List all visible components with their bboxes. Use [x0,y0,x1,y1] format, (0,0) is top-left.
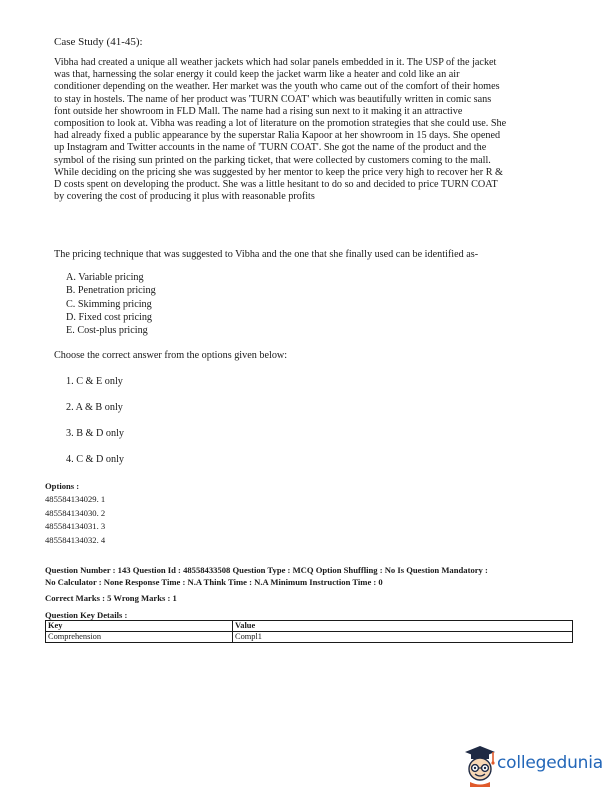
table-header-value: Value [233,621,573,632]
passage-line: While deciding on the pricing she was suggested by her mentor to keep the price very high to recover her R & [54,166,503,178]
option-id-item: 485584134029. 1 [45,494,106,505]
passage-line: up Instagram and Twitter accounts in the name of 'TURN COAT'. She got the name of the product and the [54,142,487,154]
passage-line: D costs spent on developing the product. She was a little hesitant to do so and decided to price TURN COAT [54,179,498,191]
answer-option-1: 1. C & E only [66,376,123,387]
graduate-mascot-icon [459,743,499,787]
passage-line: conditioner depending on the weather. Her market was the youth who came out of the comfort of their homes [54,81,500,93]
metadata-line: No Calculator : None Response Time : N.A Think Time : N.A Minimum Instruction Time : 0 [45,576,383,587]
option-id-item: 485584134030. 2 [45,507,106,518]
answer-option-2: 2. A & B only [66,402,123,413]
answer-option-list [66,376,124,480]
collegedunia-logo [459,743,609,787]
option-id-item: 485584134032. 4 [45,534,106,545]
table-row [46,632,573,643]
table-header-key: Key [46,621,233,632]
passage-line: composition to look at. Vibha was reading a lot of literature on the promotion strategies that she could use. She [54,118,507,130]
case-study-passage [54,57,554,203]
table-cell-key: Comprehension [46,632,233,643]
question-metadata [45,565,575,621]
question-key-table [45,620,573,643]
table-header-row [46,621,573,632]
statement-item: D. Fixed cost pricing [66,311,153,323]
passage-line: Vibha had created a unique all weather jackets which had solar panels embedded in it. The USP of the jacket [54,57,497,68]
passage-line: font outside her showroom in FLD Mall. The name had a rising sun next to it making it an attractive [54,105,463,117]
answer-option-4: 4. C & D only [66,454,125,465]
case-study-title: Case Study (41-45): [54,36,143,48]
option-ids [45,480,105,547]
table-cell-value: Compl1 [233,632,573,643]
statement-item: B. Penetration pricing [66,285,156,297]
passage-line: was that, harnessing the solar energy it could keep the jacket warm like a heater and cold like an air [54,69,460,81]
marks-line: Correct Marks : 5 Wrong Marks : 1 [45,593,177,604]
logo-wordmark: collegedunia [497,753,603,773]
statement-item: A. Variable pricing [66,272,144,283]
option-id-item: 485584134031. 3 [45,521,106,532]
statement-list [66,271,156,337]
answer-option-3: 3. B & D only [66,428,125,439]
passage-line: had already fixed a public appearance by the superstar Ralia Kapoor at her showroom in 15 days. She opened [54,130,501,142]
key-details-title: Question Key Details : [45,609,128,620]
passage-line: to stay in hostels. The name of her product was 'TURN COAT' which was beautifully written in comic sans [54,93,492,105]
question-text: The pricing technique that was suggested to Vibha and the one that she finally used can be identified as- [54,249,479,260]
statement-item: C. Skimming pricing [66,298,152,310]
metadata-line: Question Number : 143 Question Id : 48558433508 Question Type : MCQ Option Shuffling : No Is Question Mandatory : [45,565,488,575]
statement-item: E. Cost-plus pricing [66,325,148,337]
passage-line: by covering the cost of producing it plus with reasonable profits [54,191,315,203]
answer-instruction: Choose the correct answer from the options given below: [54,350,288,361]
passage-line: symbol of the rising sun printed on the parking ticket, that were collected by customers coming to the mall. [54,154,491,166]
options-header: Options : [45,481,80,491]
